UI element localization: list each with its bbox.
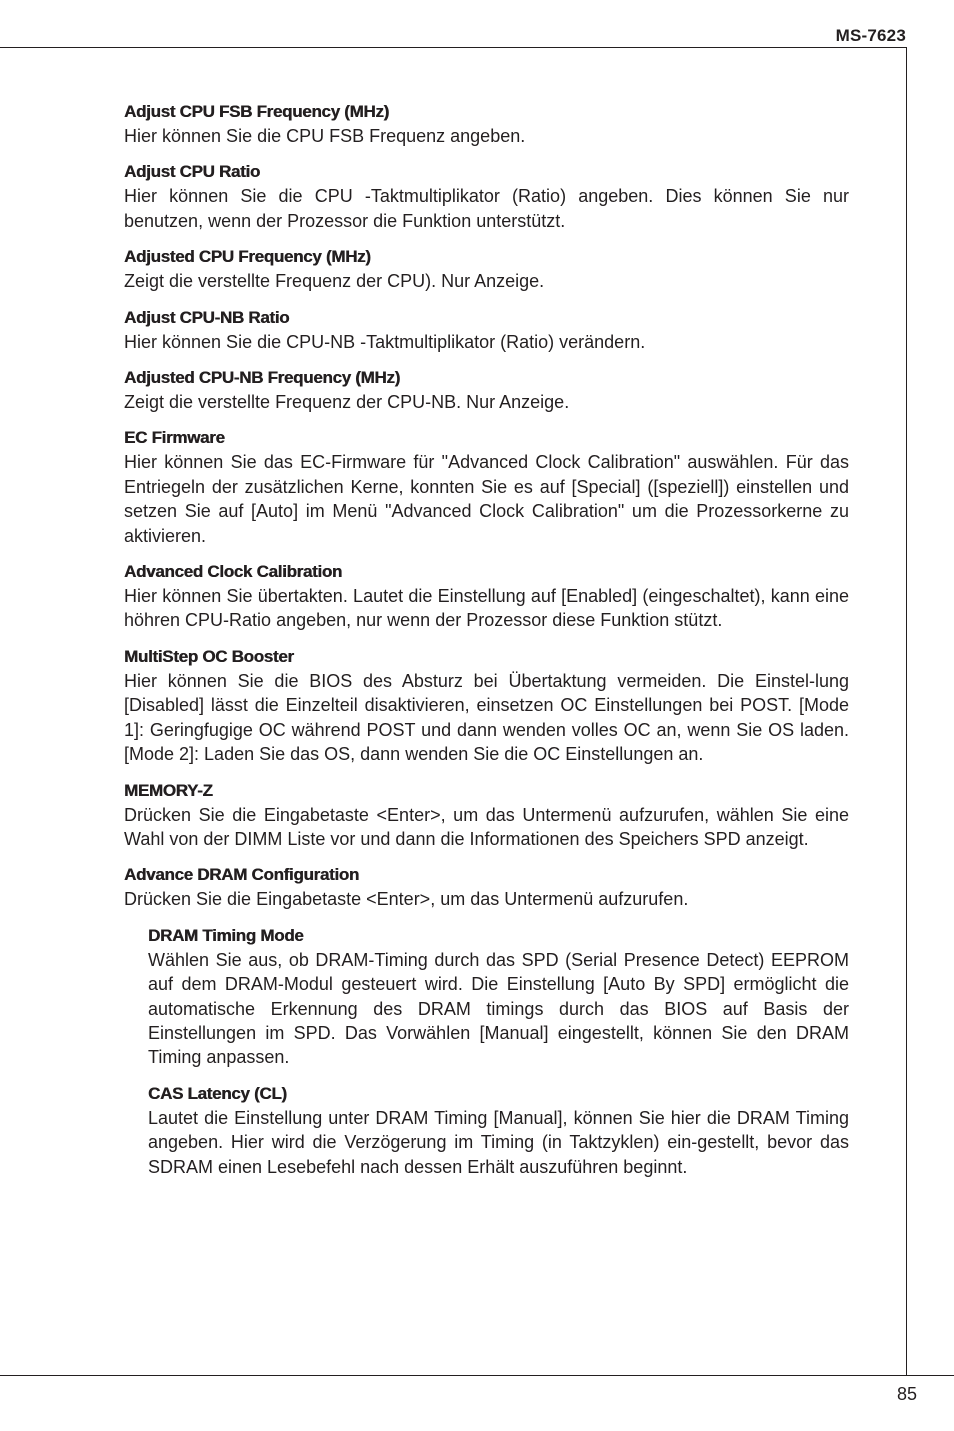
entry-description: Hier können Sie das EC-Firmware für "Advanced Clock Calibration" auswählen. Für das Entriegeln der zusätzlichen Kerne, konnten Sie es auf [Special] ([speziell]) einstellen und setzen Sie auf [Auto] im Menü "Advanced Clock Calibration" um die Prozessorkerne zu aktivieren. [124,452,849,546]
entry-multistep-oc-booster [124,645,849,767]
entry-description: Hier können Sie die CPU-NB -Taktmultiplikator (Ratio) verändern. [124,331,646,352]
entry-title: Adjusted CPU-NB Frequency (MHz) [124,368,400,388]
model-label: MS-7623 [835,26,906,45]
entry-title: DRAM Timing Mode [148,925,304,945]
entry-description: Hier können Sie übertakten. Lautet die Einstellung auf [Enabled] (eingeschaltet), kann eine höhren CPU-Ratio angeben, nur wenn der Prozessor diese Funktion stützt. [124,586,849,631]
entry-title: MultiStep OC Booster [124,646,294,666]
entry-adjust-cpu-fsb-frequency [124,100,849,148]
entry-title: Adjust CPU FSB Frequency (MHz) [124,102,389,121]
entry-description: Hier können Sie die BIOS des Absturz bei Übertaktung vermeiden. Die Einstel-lung [Disabled] lässt die Einzelteil disaktivieren, einsetzen OC Einstellungen bei POST. [Mode 1]: Geringfugige OC während POST und dann wenden volles OC an, wenn Sie OS laden. [Mode 2]: Laden Sie das OS, dann wenden Sie die OC Einstellungen an. [124,670,849,765]
entry-adjust-cpu-ratio [124,160,849,233]
entry-title: Adjusted CPU Frequency (MHz) [124,247,371,267]
entry-description: Hier können Sie die CPU -Taktmultiplikator (Ratio) angeben. Dies können Sie nur benutzen, wenn der Prozessor die Funktion unterstützt. [124,186,849,231]
entry-description: Drücken Sie die Eingabetaste <Enter>, um das Untermenü aufzurufen. [124,889,689,910]
bottom-rule [0,1375,954,1376]
entry-title: Advanced Clock Calibration [124,562,342,582]
entry-title: Adjust CPU Ratio [124,162,260,182]
right-rule [906,47,907,1376]
entry-description: Wählen Sie aus, ob DRAM-Timing durch das SPD (Serial Presence Detect) EEPROM auf dem DRAM-Modul gesteuert wird. Die Einstellung [Auto By SPD] ermöglicht die automatische Erkennung des DRAM timings durch das BIOS auf Basis der Einstellungen im SPD. Das Vorwählen [Manual] eingestellt, können Sie den DRAM Timing anpassen. [148,949,849,1068]
entry-adjust-cpu-nb-ratio [124,306,849,354]
entry-advanced-clock-calibration [124,560,849,633]
entry-title: CAS Latency (CL) [148,1083,287,1103]
entry-dram-timing-mode [148,924,849,1070]
entry-description: Zeigt die verstellte Frequenz der CPU-NB. Nur Anzeige. [124,392,570,413]
entry-cas-latency [148,1082,849,1179]
page-number: 85 [896,1384,917,1404]
entry-title: Advance DRAM Configuration [124,865,359,885]
entry-title: EC Firmware [124,428,225,448]
entry-description: Lautet die Einstellung unter DRAM Timing [Manual], können Sie hier die DRAM Timing angeben. Hier wird die Verzögerung im Timing (in Taktzyklen) ein-gestellt, bevor das SDRAM einen Lesebefehl nach dessen Erhält auszuführen beginnt. [148,1107,849,1177]
top-rule [0,47,907,48]
entry-adjusted-cpu-frequency [124,245,849,293]
entry-adjusted-cpu-nb-frequency [124,366,849,414]
entry-title: MEMORY-Z [124,780,213,800]
entry-description: Hier können Sie die CPU FSB Frequenz angeben. [124,126,526,146]
entry-description: Zeigt die verstellte Frequenz der CPU). Nur Anzeige. [124,271,545,292]
manual-content [124,100,849,1191]
entry-advance-dram-configuration [124,863,849,911]
entry-ec-firmware [124,426,849,548]
entry-description: Drücken Sie die Eingabetaste <Enter>, um das Untermenü aufzurufen, wählen Sie eine Wahl von der DIMM Liste vor und dann die Informationen des Speichers SPD anzeigt. [124,804,849,849]
entry-title: Adjust CPU-NB Ratio [124,307,290,327]
entry-memory-z [124,779,849,852]
